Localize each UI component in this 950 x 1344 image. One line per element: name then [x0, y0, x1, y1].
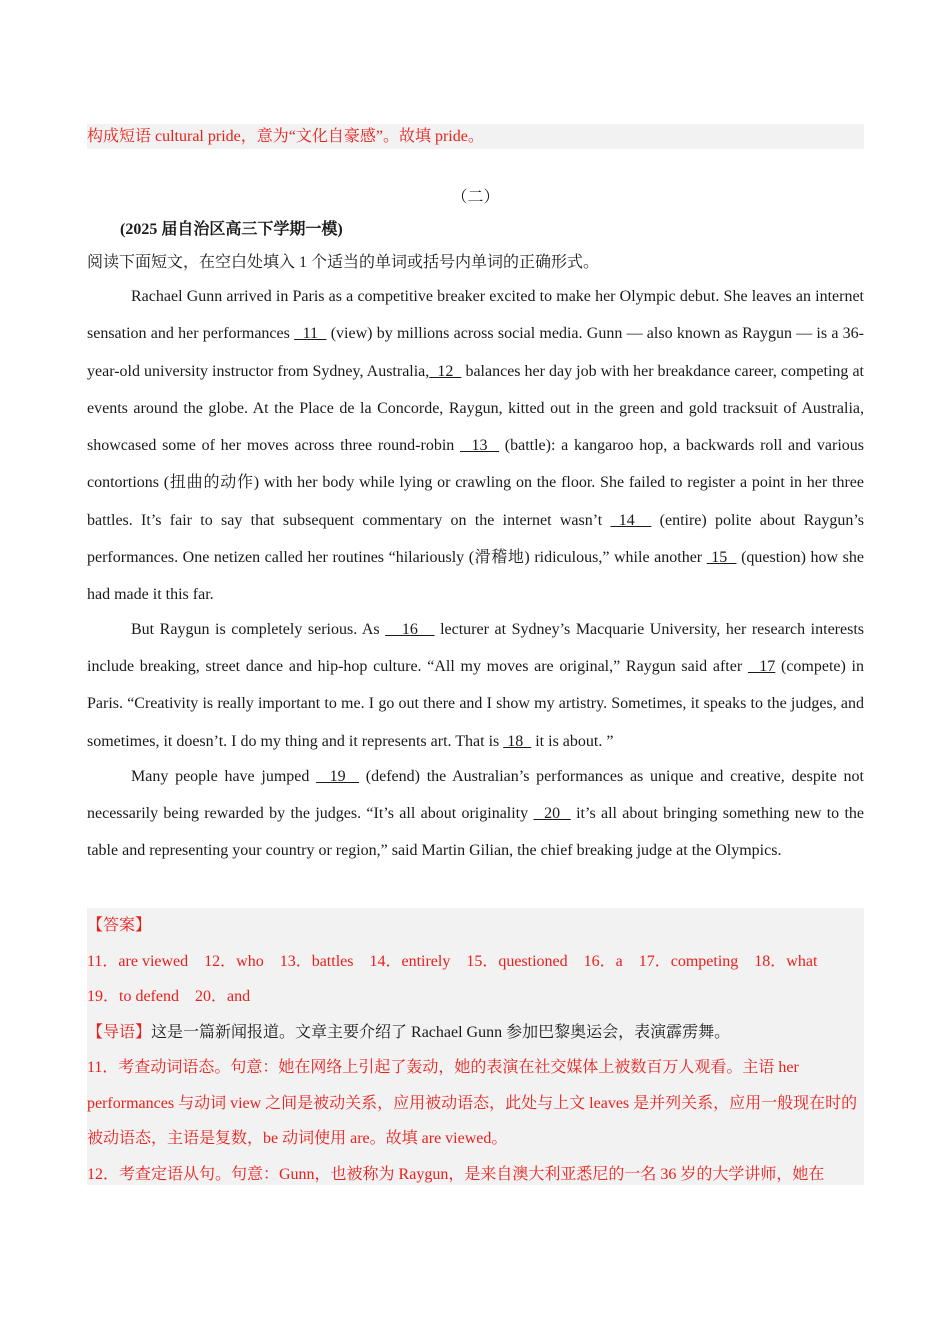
instruction: 阅读下面短文，在空白处填入 1 个适当的单词或括号内单词的正确形式。 — [87, 254, 600, 271]
blank-12: 12 — [429, 362, 462, 380]
passage-paragraph-3: Many people have jumped 19 (defend) the Australian’s performances as unique and creative, despite not necessarily being rewarded by the judges. “It’s all about originality 20 it’s all about bringing something new to the table and representing your country or region,” said Martin Gilian, the chief breaking judge at the Olympics. — [87, 767, 865, 860]
blank-16: 16 — [385, 620, 435, 638]
section-title: （二） — [451, 189, 500, 206]
passage-paragraph-2: But Raygun is completely serious. As 16 lecturer at Sydney’s Macquarie University, her research interests include breaking, street dance and hip-hop culture. “All my moves are original,” Raygun said after 17 (compete) in Paris. “Creativity is really important to me. I go out there and I show my artistry. Sometimes, it speaks to the judges, and sometimes, it doesn’t. I do my thing and it represents art. That is 18 it is about. ” — [87, 620, 864, 750]
blank-18: 18 — [503, 732, 532, 750]
intro-line — [87, 1015, 864, 1051]
explanation-11: 11．考查动词语态。句意：她在网络上引起了轰动，她的表演在社交媒体上被数百万人观看。主语 her performances 与动词 view 之间是被动关系，应用被动语态，此处与上文 leaves 是并列关系，应用一般现在时的被动语态，主语是复数，be 动词使用 are。故填 are viewed。 — [87, 1059, 858, 1147]
answer-key-row-2: 19．to defend 20．and — [87, 988, 251, 1005]
intro-tag: 【导语】 — [87, 1023, 152, 1041]
question-source: (2025 届自治区高三下学期一模) — [120, 221, 343, 238]
answer-heading: 【答案】 — [87, 917, 152, 934]
blank-20: 20 — [533, 805, 571, 823]
blank-19: 19 — [316, 767, 360, 785]
answer-section — [87, 908, 864, 1185]
previous-explanation-tail: 构成短语 cultural pride，意为“文化自豪感”。故填 pride。 — [87, 124, 864, 149]
blank-17: 17 — [747, 657, 776, 675]
answer-key-row-1: 11．are viewed 12．who 13．battles 14．entirely 15．questioned 16．a 17．competing 18．what — [87, 952, 818, 970]
passage-paragraph-1: Rachael Gunn arrived in Paris as a competitive breaker excited to make her Olympic debut. She leaves an internet sensation and her performances 11 (view) by millions across social media. Gunn — also known as Raygun — is a 36-year-old university instructor from Sydney, Australia, 12 balances her day job with her breakdance career, competing at events around the globe. At the Place de la Concorde, Raygun, kitted out in the green and gold tracksuit of Australia, showcased some of her moves across three round-robin 13 (battle): a kangaroo hop, a backwards roll and various contortions (扭曲的动作) with her body while lying or crawling on the floor. She failed to register a point in her three battles. It’s fair to say that subsequent commentary on the internet wasn’t 14 (entire) polite about Raygun’s performances. One netizen called her routines “hilariously (滑稽地) ridiculous,” while another 15 (question) how she had made it this far. — [87, 288, 865, 604]
explanation-12: 12．考查定语从句。句意：Gunn，也被称为 Raygun，是来自澳大利亚悉尼的一名 36 岁的大学讲师，她在 — [87, 1165, 825, 1183]
intro-text: 这是一篇新闻报道。文章主要介绍了 Rachael Gunn 参加巴黎奥运会，表演霹雳舞。 — [151, 1023, 731, 1041]
blank-14: 14 — [610, 511, 652, 529]
blank-15: 15 — [706, 549, 737, 567]
passage — [87, 278, 864, 870]
blank-11: 11 — [294, 325, 327, 343]
blank-13: 13 — [460, 437, 500, 455]
